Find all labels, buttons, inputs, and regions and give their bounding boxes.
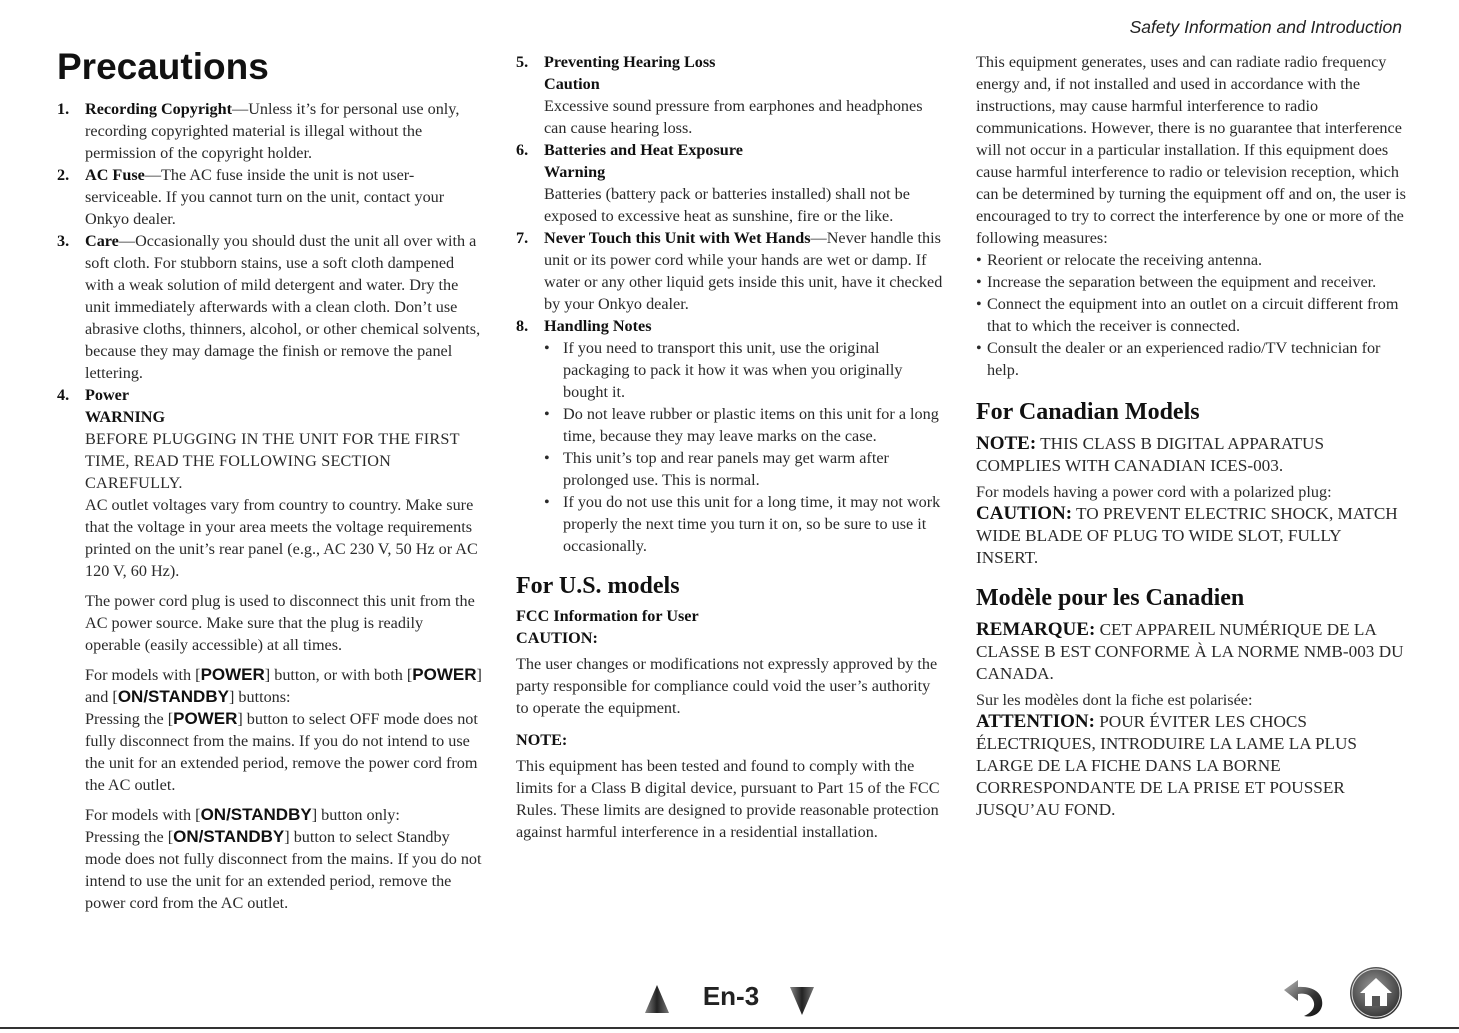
caution-label: CAUTION:	[516, 629, 598, 647]
attention-text: POUR ÉVITER LES CHOCS ÉLECTRIQUES, INTRODUIRE LA LAME LA PLUS LARGE DE LA FICHE DANS LA BORNE CORRESPONDANTE DE LA PRISE ET POUSSER JUSQU’AU FOND.	[976, 712, 1357, 819]
standby-paragraph	[85, 826, 482, 914]
item-number: 7.	[516, 229, 529, 247]
item-text: Batteries (battery pack or batteries installed) shall not be exposed to excessive heat as sunshine, fire or the like.	[544, 185, 910, 225]
list-item-text: If you do not use this unit for a long time, it may not work properly the next time you turn it on, so be sure to use it occasionally.	[563, 493, 941, 555]
list-item-text: Reorient or relocate the receiving antenna.	[987, 251, 1263, 269]
list-item: • If you need to transport this unit, use the original packaging to pack it how it was when you originally bought it.	[544, 339, 903, 401]
text-run: ] button to select OFF mode does not fully disconnect from the mains. If you do not intend to use the unit for an extended period, remove the power cord from the AC outlet.	[85, 710, 478, 794]
list-item: • Do not leave rubber or plastic items on this unit for a long time, because they may leave marks on the case.	[544, 405, 939, 445]
list-item-text: If you need to transport this unit, use the original packaging to pack it how it was when you originally bought it.	[563, 339, 903, 401]
remarque-label: REMARQUE:	[976, 619, 1096, 640]
plug-paragraph: The power cord plug is used to disconnect this unit from the AC power source. Make sure that the plug is readily operable (easily accessible) at all times.	[85, 592, 475, 654]
note-label: NOTE:	[516, 731, 568, 749]
item-number: 2.	[57, 166, 70, 184]
list-item: • Consult the dealer or an experienced radio/TV technician for help.	[976, 339, 1381, 379]
voltage-paragraph: AC outlet voltages vary from country to country. Make sure that the voltage in your area meets the voltage requirements printed on the unit’s rear panel (e.g., AC 230 V, 50 Hz or AC 120 V, 60 Hz).	[85, 496, 478, 580]
item-heading: Never Touch this Unit with Wet Hands	[544, 229, 811, 247]
list-item-text: Do not leave rubber or plastic items on this unit for a long time, because they may leave marks on the case.	[563, 405, 939, 445]
precaution-item-7	[516, 227, 944, 315]
item-heading: Recording Copyright	[85, 100, 233, 118]
triangle-down-icon[interactable]	[789, 985, 815, 1021]
item-number: 6.	[516, 141, 529, 159]
fcc-subheading: FCC Information for User	[516, 607, 699, 625]
precaution-item-3	[57, 230, 482, 384]
measures-list	[976, 249, 1406, 381]
item-text: —The AC fuse inside the unit is not user-serviceable. If you cannot turn on the unit, contact your Onkyo dealer.	[85, 166, 445, 228]
home-icon[interactable]	[1348, 965, 1404, 1027]
text-run: Pressing the [	[85, 710, 174, 728]
item-heading: AC Fuse	[85, 166, 145, 184]
fiche-polarisee-text: Sur les modèles dont la fiche est polarisée:	[976, 691, 1253, 709]
item-heading: Batteries and Heat Exposure	[544, 141, 743, 159]
item-heading: Care	[85, 232, 119, 250]
text-run: ] button to select Standby mode does not fully disconnect from the mains. If you do not intend to use the unit for an extended period, remove the power cord from the AC outlet.	[85, 828, 482, 912]
column-right	[976, 51, 1406, 821]
precaution-item-6	[516, 139, 944, 227]
list-item: • Reorient or relocate the receiving antenna.	[976, 251, 1263, 269]
standby-button-label: ON/STANDBY	[117, 687, 229, 706]
page-number: En-3	[702, 981, 760, 1011]
handling-notes-list	[516, 337, 944, 557]
precaution-item-2	[57, 164, 482, 230]
us-models-heading: For U.S. models	[516, 573, 680, 599]
caution-label: CAUTION:	[976, 503, 1073, 524]
item-heading: Preventing Hearing Loss	[544, 53, 716, 71]
warning-text: BEFORE PLUGGING IN THE UNIT FOR THE FIRST TIME, READ THE FOLLOWING SECTION CAREFULLY.	[85, 430, 460, 492]
column-middle	[516, 51, 944, 843]
interference-paragraph: This equipment generates, uses and can radiate radio frequency energy and, if not installed and used in accordance with the instructions, may cause harmful interference to radio communications. However, there is no guarantee that interference will not occur in a particular installation. If this equipment does cause harmful interference to radio or television reception, which can be determined by turning the equipment off and on, the user is encouraged to try to correct the interference by one or more of the following measures:	[976, 53, 1406, 247]
section-header: Safety Information and Introduction	[1129, 17, 1402, 37]
list-item: • If you do not use this unit for a long time, it may not work properly the next time you turn it on, so be sure to use it occasionally.	[544, 493, 941, 555]
remarque-paragraph	[976, 619, 1406, 685]
remarque-text: CET APPAREIL NUMÉRIQUE DE LA CLASSE B EST CONFORME À LA NORME NMB-003 DU CANADA.	[976, 620, 1404, 683]
modele-canadien-heading: Modèle pour les Canadien	[976, 585, 1245, 611]
text-run: For models with [	[85, 666, 201, 684]
item-number: 3.	[57, 232, 70, 250]
item-text: Excessive sound pressure from earphones and headphones can cause hearing loss.	[544, 97, 923, 137]
standby-button-label: ON/STANDBY	[173, 827, 285, 846]
bottom-divider	[0, 1027, 1459, 1029]
precaution-item-1	[57, 98, 482, 164]
list-item-text: Consult the dealer or an experienced radio/TV technician for help.	[987, 339, 1381, 379]
item-heading: Handling Notes	[544, 317, 652, 335]
polarized-plug-text: For models having a power cord with a polarized plug:	[976, 483, 1332, 501]
canada-caution	[976, 503, 1406, 569]
precaution-item-8	[516, 315, 944, 337]
back-arrow-icon[interactable]	[1280, 976, 1332, 1026]
power-button-label: POWER	[412, 665, 477, 684]
list-item-text: Connect the equipment into an outlet on a circuit different from that to which the receiver is connected.	[987, 295, 1399, 335]
caution-label: Caution	[544, 75, 600, 93]
text-run: ] buttons:	[228, 688, 291, 706]
note-text: This equipment has been tested and found to comply with the limits for a Class B digital device, pursuant to Part 15 of the FCC Rules. These limits are designed to provide reasonable protection against harmful interference in a residential installation.	[516, 757, 940, 841]
power-button-label: POWER	[200, 665, 265, 684]
text-run: Pressing the [	[85, 828, 174, 846]
column-left	[57, 98, 482, 914]
note-text: THIS CLASS B DIGITAL APPARATUS COMPLIES WITH CANADIAN ICES-003.	[976, 434, 1325, 475]
page-title: Precautions	[57, 46, 269, 87]
item-text: —Occasionally you should dust the unit all over with a soft cloth. For stubborn stains, use a soft cloth dampened with a weak solution of mild detergent and water. Dry the unit immediately afterwards with a clean cloth. Don’t use abrasive cloths, thinners, alcohol, or other chemical solvents, because they may damage the finish or remove the panel lettering.	[85, 232, 481, 382]
item-number: 1.	[57, 100, 70, 118]
item-number: 8.	[516, 317, 529, 335]
canadian-models-heading: For Canadian Models	[976, 399, 1200, 425]
triangle-up-icon[interactable]	[644, 985, 670, 1021]
item-number: 4.	[57, 386, 70, 404]
attention-label: ATTENTION:	[976, 711, 1095, 732]
warning-label: Warning	[544, 163, 606, 181]
list-item: • Connect the equipment into an outlet on a circuit different from that to which the receiver is connected.	[976, 295, 1399, 335]
text-run: For models with [	[85, 806, 201, 824]
power-button-label: POWER	[173, 709, 238, 728]
item-heading: Power	[85, 386, 130, 404]
canada-note	[976, 433, 1406, 477]
power-off-paragraph	[85, 708, 482, 796]
caution-text: TO PREVENT ELECTRIC SHOCK, MATCH WIDE BLADE OF PLUG TO WIDE SLOT, FULLY INSERT.	[976, 504, 1398, 567]
list-item-text: This unit’s top and rear panels may get warm after prolonged use. This is normal.	[563, 449, 889, 489]
list-item: • Increase the separation between the equipment and receiver.	[976, 273, 1377, 291]
warning-label: WARNING	[85, 408, 166, 426]
attention-paragraph	[976, 711, 1406, 821]
precaution-item-5	[516, 51, 944, 139]
item-number: 5.	[516, 53, 529, 71]
text-run: ] button, or with both [	[264, 666, 413, 684]
standby-models-paragraph	[85, 804, 482, 826]
list-item-text: Increase the separation between the equipment and receiver.	[987, 273, 1377, 291]
list-item: • This unit’s top and rear panels may get warm after prolonged use. This is normal.	[544, 449, 889, 489]
precaution-item-4	[57, 384, 482, 914]
standby-button-label: ON/STANDBY	[200, 805, 312, 824]
text-run: ] button only:	[311, 806, 400, 824]
item-text: —Never handle this unit or its power cord while your hands are wet or damp. If water or any other liquid gets inside this unit, have it checked by your Onkyo dealer.	[544, 229, 943, 313]
text-run: ] and [	[85, 666, 482, 706]
note-label: NOTE:	[976, 433, 1037, 454]
power-models-paragraph	[85, 664, 482, 708]
caution-text: The user changes or modifications not expressly approved by the party responsible for compliance could void the user’s authority to operate the equipment.	[516, 655, 938, 717]
item-text: —Unless it’s for personal use only, recording copyrighted material is illegal without the permission of the copyright holder.	[85, 100, 460, 162]
